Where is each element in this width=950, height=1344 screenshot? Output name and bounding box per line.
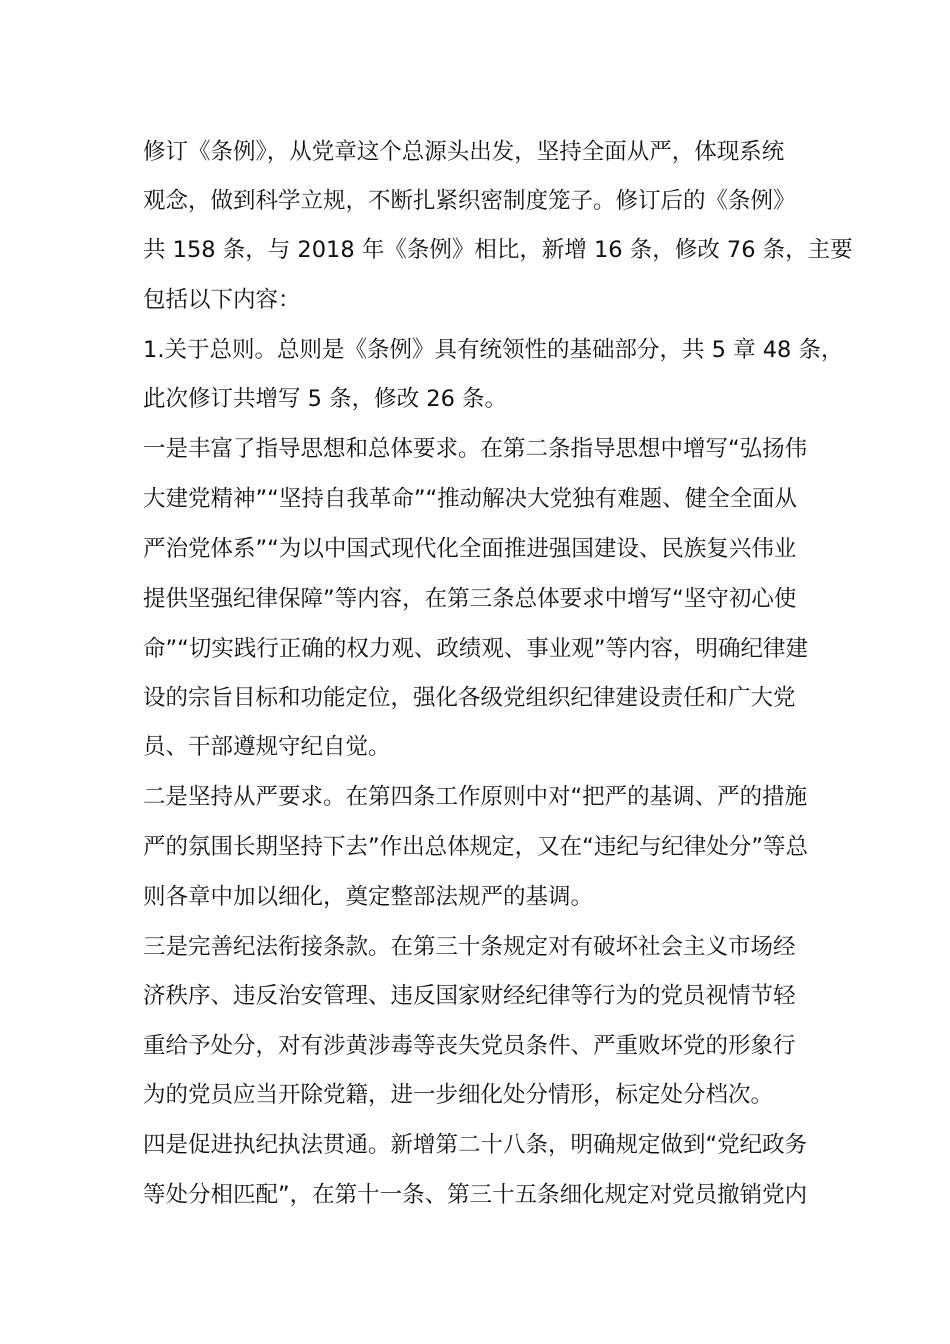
text-line: 三是完善纪法衔接条款。在第三十条规定对有破坏社会主义市场经 — [143, 934, 796, 960]
text-line: 为的党员应当开除党籍，进一步细化处分情形，标定处分档次。 — [143, 1082, 774, 1108]
text-line: 提供坚强纪律保障”等内容，在第三条总体要求中增写“坚守初心使 — [143, 586, 797, 612]
text-line: 1.关于总则。总则是《条例》具有统领性的基础部分，共 5 章 48 条， — [143, 337, 844, 363]
text-line: 则各章中加以细化，奠定整部法规严的基调。 — [143, 884, 594, 910]
text-line: 此次修订共增写 5 条，修改 26 条。 — [143, 386, 508, 412]
text-line: 四是促进执纪执法贯通。新增第二十八条，明确规定做到“党纪政务 — [143, 1132, 808, 1158]
text-line: 等处分相匹配”，在第十一条、第三十五条细化规定对党员撤销党内 — [143, 1182, 808, 1208]
text-line: 命”“切实践行正确的权力观、政绩观、事业观”等内容，明确纪律建 — [143, 636, 808, 662]
text-line: 设的宗旨目标和功能定位，强化各级党组织纪律建设责任和广大党 — [143, 685, 796, 711]
text-line: 严的氛围长期坚持下去”作出总体规定，又在“违纪与纪律处分”等总 — [143, 834, 808, 860]
text-line: 二是坚持从严要求。在第四条工作原则中对“把严的基调、严的措施 — [143, 784, 808, 810]
text-line: 一是丰富了指导思想和总体要求。在第二条指导思想中增写“弘扬伟 — [143, 436, 808, 462]
text-line: 员、干部遵规守纪自觉。 — [143, 734, 391, 760]
text-line: 修订《条例》，从党章这个总源头出发，坚持全面从严，体现系统 — [143, 139, 785, 165]
text-line: 包括以下内容： — [143, 287, 301, 313]
text-line: 观念，做到科学立规，不断扎紧织密制度笼子。修订后的《条例》 — [143, 188, 796, 214]
text-line: 严治党体系”“为以中国式现代化全面推进强国建设、民族复兴伟业 — [143, 536, 797, 562]
text-line: 重给予处分，对有涉黄涉毒等丧失党员条件、严重败坏党的形象行 — [143, 1033, 796, 1059]
text-line: 大建党精神”“坚持自我革命”“推动解决大党独有难题、健全全面从 — [143, 486, 798, 512]
text-line: 济秩序、违反治安管理、违反国家财经纪律等行为的党员视情节轻 — [143, 983, 796, 1009]
text-line: 共 158 条，与 2018 年《条例》相比，新增 16 条，修改 76 条，主要 — [143, 237, 853, 263]
